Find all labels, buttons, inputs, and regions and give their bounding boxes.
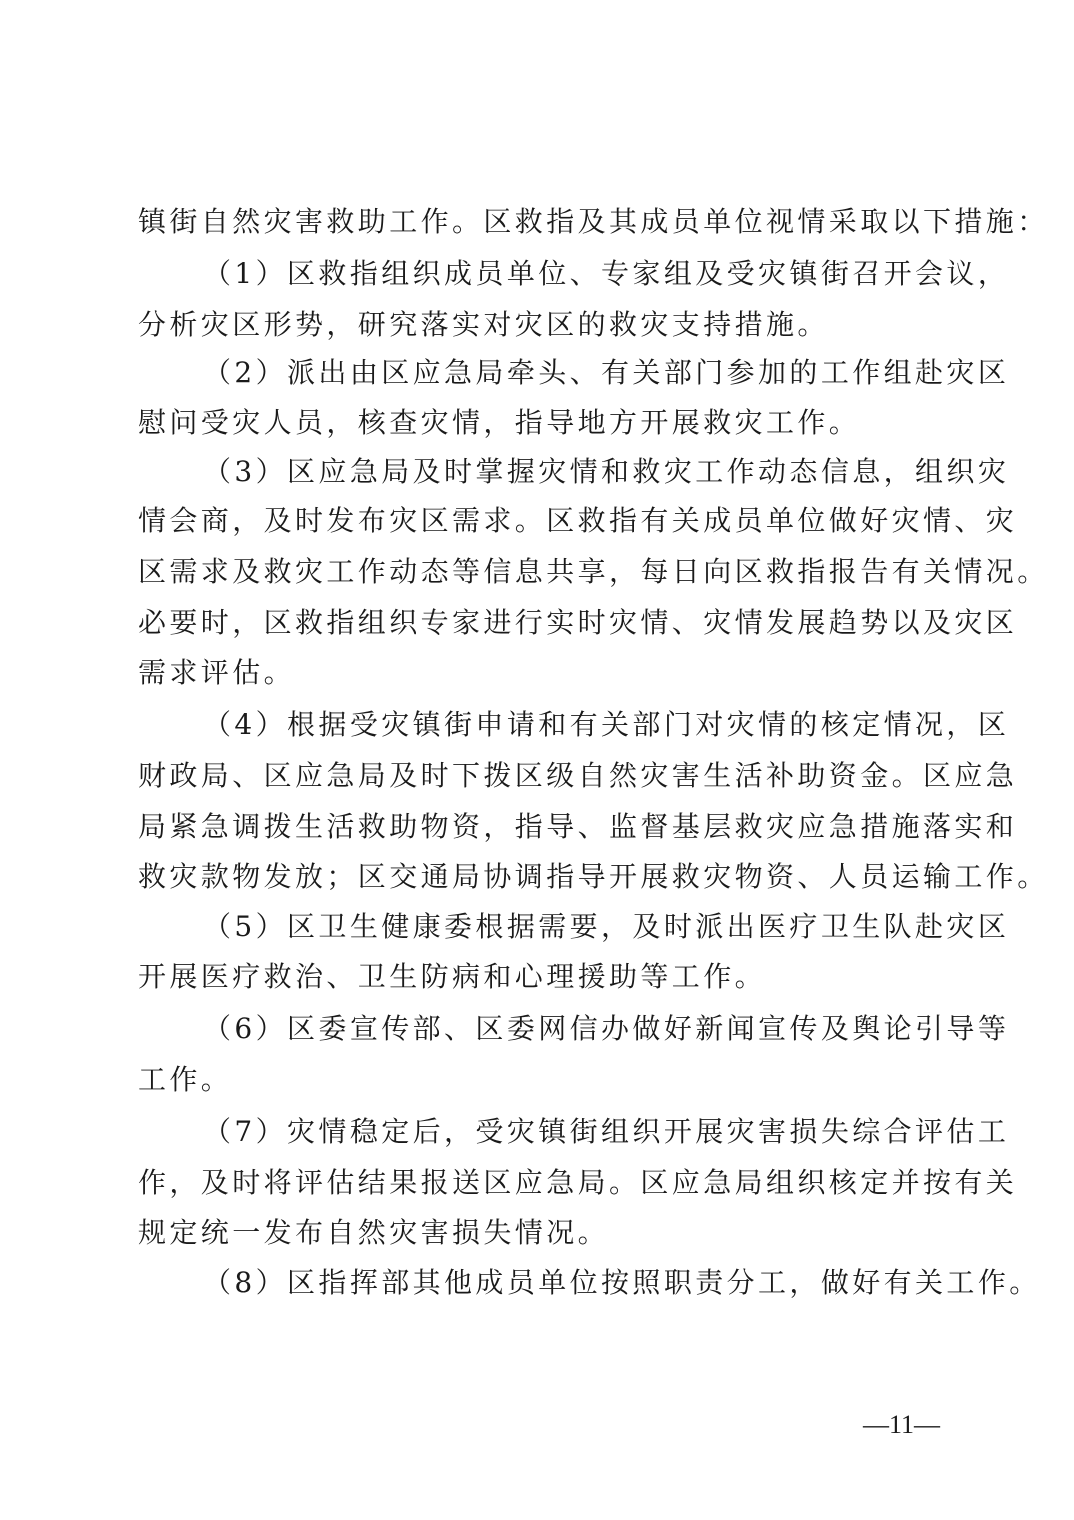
text-line: 慰问受灾人员，核查灾情，指导地方开展救灾工作。 (138, 406, 861, 439)
text-line: 分析灾区形势，研究落实对灾区的救灾支持措施。 (138, 308, 829, 341)
text-line: （6）区委宣传部、区委网信办做好新闻宣传及舆论引导等 (203, 1012, 1010, 1045)
text-line: 区需求及救灾工作动态等信息共享，每日向区救指报告有关情况。 (138, 555, 1049, 588)
text-line: 局紧急调拨生活救助物资，指导、监督基层救灾应急措施落实和 (138, 810, 1018, 843)
text-line: （7）灾情稳定后，受灾镇街组织开展灾害损失综合评估工 (203, 1115, 1010, 1148)
text-line: （4）根据受灾镇街申请和有关部门对灾情的核定情况，区 (203, 708, 1010, 741)
text-line: （8）区指挥部其他成员单位按照职责分工，做好有关工作。 (203, 1266, 1041, 1299)
text-line: 需求评估。 (138, 656, 296, 689)
text-line: 救灾款物发放；区交通局协调指导开展救灾物资、人员运输工作。 (138, 860, 1049, 893)
text-line: 镇街自然灾害救助工作。区救指及其成员单位视情采取以下措施： (138, 205, 1049, 238)
text-line: （2）派出由区应急局牵头、有关部门参加的工作组赴灾区 (203, 356, 1010, 389)
text-line: 情会商，及时发布灾区需求。区救指有关成员单位做好灾情、灾 (138, 504, 1018, 537)
text-line: 作，及时将评估结果报送区应急局。区应急局组织核定并按有关 (138, 1166, 1018, 1199)
text-line: 财政局、区应急局及时下拨区级自然灾害生活补助资金。区应急 (138, 759, 1018, 792)
text-line: 开展医疗救治、卫生防病和心理援助等工作。 (138, 960, 767, 993)
text-line: 规定统一发布自然灾害损失情况。 (138, 1216, 610, 1249)
page-number: —11— (862, 1410, 940, 1439)
text-line: （5）区卫生健康委根据需要，及时派出医疗卫生队赴灾区 (203, 910, 1010, 943)
text-line: 工作。 (138, 1063, 233, 1096)
text-line: （1）区救指组织成员单位、专家组及受灾镇街召开会议， (203, 257, 1010, 290)
text-line: 必要时，区救指组织专家进行实时灾情、灾情发展趋势以及灾区 (138, 606, 1018, 639)
text-line: （3）区应急局及时掌握灾情和救灾工作动态信息，组织灾 (203, 455, 1010, 488)
